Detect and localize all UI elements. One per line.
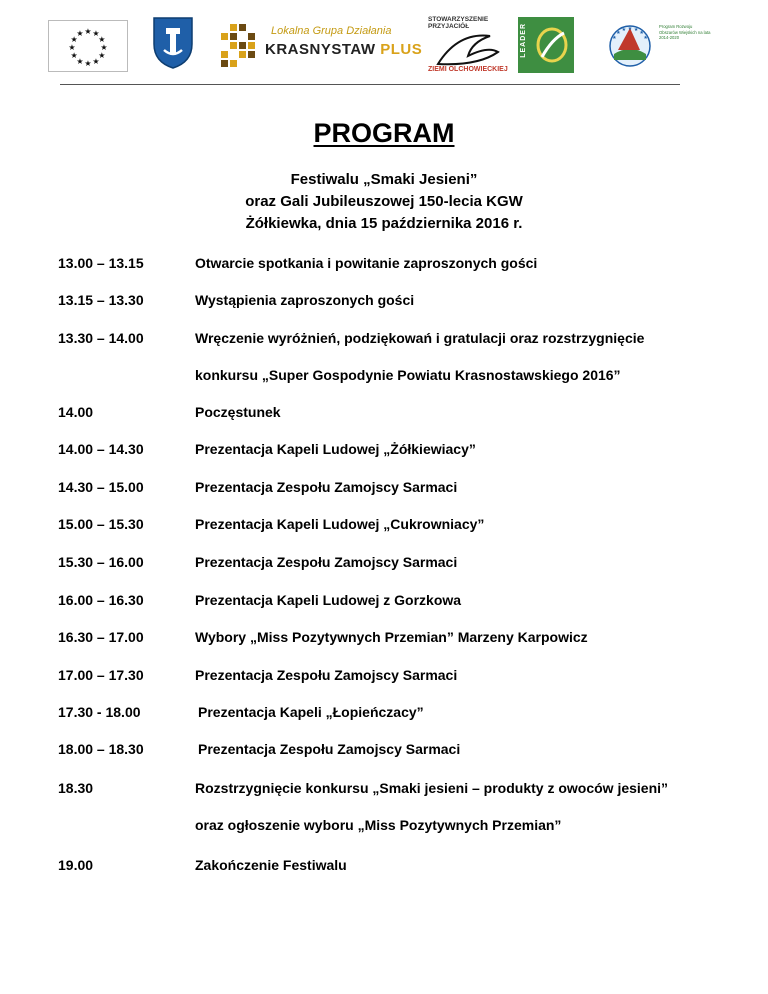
lgd-logo-text-top: Lokalna Grupa Działania: [271, 25, 392, 37]
schedule-row: [0, 516, 768, 538]
schedule-time: 17.00 – 17.30: [58, 667, 144, 683]
schedule-row: [0, 554, 768, 576]
bird-icon: [428, 26, 508, 70]
svg-text:★: ★: [100, 43, 108, 52]
lgd-krasnystaw-logo: [217, 22, 423, 68]
schedule-description: Prezentacja Zespołu Zamojscy Sarmaci: [195, 667, 458, 683]
prow-logo-text: Program Rozwoju Obszarów Wiejskich na lata 2014-2020: [659, 24, 711, 40]
svg-text:★: ★: [633, 27, 639, 34]
schedule-row: [0, 592, 768, 614]
svg-text:★: ★: [627, 26, 633, 32]
prow-emblem-icon: [604, 20, 658, 70]
schedule-row: [0, 292, 768, 314]
schedule-description: Wystąpienia zaproszonych gości: [195, 292, 415, 308]
schedule-description: Rozstrzygnięcie konkursu „Smaki jesieni – produkty z owoców jesieni”: [195, 780, 669, 796]
schedule-description-continuation: oraz ogłoszenie wyboru „Miss Pozytywnych Przemian”: [195, 817, 562, 833]
lgd-logo-text-bottom: [265, 41, 422, 58]
leader-logo-text: LEADER: [520, 23, 527, 58]
schedule-row: [0, 667, 768, 689]
schedule-description: Zakończenie Festiwalu: [195, 857, 347, 873]
schedule-description: Prezentacja Kapeli Ludowej z Gorzkowa: [195, 592, 462, 608]
schedule-description: Prezentacja Kapeli Ludowej „Cukrowniacy”: [195, 516, 485, 532]
schedule-time: 16.00 – 16.30: [58, 592, 144, 608]
leader-logo: [518, 17, 574, 73]
schedule-description: Prezentacja Kapeli „Łopieńczacy”: [198, 704, 424, 720]
svg-text:★: ★: [621, 27, 627, 34]
schedule-time: 14.00: [58, 404, 94, 420]
schedule-time: 13.00 – 13.15: [58, 255, 144, 271]
schedule-time: 19.00: [58, 857, 94, 873]
schedule-description: Prezentacja Zespołu Zamojscy Sarmaci: [195, 479, 458, 495]
schedule-time: 15.30 – 16.00: [58, 554, 144, 570]
subtitle-line-3: Żółkiewka, dnia 15 października 2016 r.: [245, 215, 523, 232]
leaf-icon: [518, 17, 574, 73]
svg-text:★: ★: [84, 27, 92, 36]
schedule-row: [0, 741, 768, 763]
schedule-row: [0, 629, 768, 651]
svg-text:★: ★: [68, 43, 76, 52]
schedule-description: Wybory „Miss Pozytywnych Przemian” Marzeny Karpowicz: [195, 629, 588, 645]
svg-text:★: ★: [98, 35, 106, 44]
schedule-time: 16.30 – 17.00: [58, 629, 144, 645]
svg-text:★: ★: [84, 59, 92, 68]
header-divider: [60, 84, 680, 85]
schedule-row: [0, 479, 768, 501]
schedule-description: Prezentacja Zespołu Zamojscy Sarmaci: [195, 554, 458, 570]
schedule-time: 14.00 – 14.30: [58, 441, 144, 457]
svg-text:★: ★: [92, 29, 100, 39]
subtitle-line-1: Festiwalu „Smaki Jesieni”: [290, 171, 478, 188]
schedule-description: Otwarcie spotkania i powitanie zaproszonych gości: [195, 255, 538, 271]
svg-text:★: ★: [76, 29, 84, 39]
stowarzyszenie-logo: [428, 16, 508, 76]
schedule-description: Poczęstunek: [195, 404, 281, 420]
schedule-row: [0, 255, 768, 277]
schedule-row-continuation: [0, 817, 768, 839]
schedule-time: 15.00 – 15.30: [58, 516, 144, 532]
schedule-row: [0, 404, 768, 426]
svg-text:★: ★: [70, 35, 78, 44]
schedule-description: Prezentacja Zespołu Zamojscy Sarmaci: [198, 741, 461, 757]
svg-text:★: ★: [92, 56, 100, 66]
schedule-time: 17.30 - 18.00: [58, 704, 141, 720]
schedule-time: 13.15 – 13.30: [58, 292, 144, 308]
lgd-logo-krasnystaw: KRASNYSTAW: [265, 41, 376, 58]
stowarzyszenie-logo-text-bottom: ZIEMI OLCHOWIECKIEJ: [428, 66, 508, 73]
logo-strip: [0, 0, 768, 85]
svg-text:★: ★: [639, 30, 644, 37]
schedule-time: 14.30 – 15.00: [58, 479, 144, 495]
svg-text:★: ★: [616, 30, 621, 37]
svg-text:★: ★: [643, 35, 648, 42]
schedule-time: 13.30 – 14.00: [58, 330, 144, 346]
schedule-row: [0, 704, 768, 726]
schedule-description-continuation: konkursu „Super Gospodynie Powiatu Krasnostawskiego 2016”: [195, 367, 621, 383]
schedule-row: [0, 441, 768, 463]
schedule-time: 18.30: [58, 780, 94, 796]
lgd-logo-plus: PLUS: [380, 41, 423, 58]
svg-text:★: ★: [70, 51, 78, 60]
svg-text:★: ★: [612, 35, 617, 42]
page-title: PROGRAM: [313, 118, 455, 148]
svg-text:★: ★: [76, 56, 84, 66]
schedule-row: [0, 780, 768, 802]
eu-flag-icon: [48, 20, 128, 72]
prow-logo: [604, 20, 714, 70]
schedule-row: [0, 330, 768, 352]
schedule-row-continuation: [0, 367, 768, 389]
svg-text:★: ★: [98, 51, 106, 60]
schedule-description: Wręczenie wyróżnień, podziękowań i gratulacji oraz rozstrzygnięcie: [195, 330, 645, 346]
schedule-row: [0, 857, 768, 879]
schedule-description: Prezentacja Kapeli Ludowej „Żółkiewiacy”: [195, 441, 476, 457]
coat-of-arms-icon: [150, 14, 196, 70]
subtitle-line-2: oraz Gali Jubileuszowej 150-lecia KGW: [245, 193, 523, 210]
schedule-time: 18.00 – 18.30: [58, 741, 144, 757]
stowarzyszenie-logo-text-top: STOWARZYSZENIE PRZYJACIÓŁ: [428, 16, 489, 30]
